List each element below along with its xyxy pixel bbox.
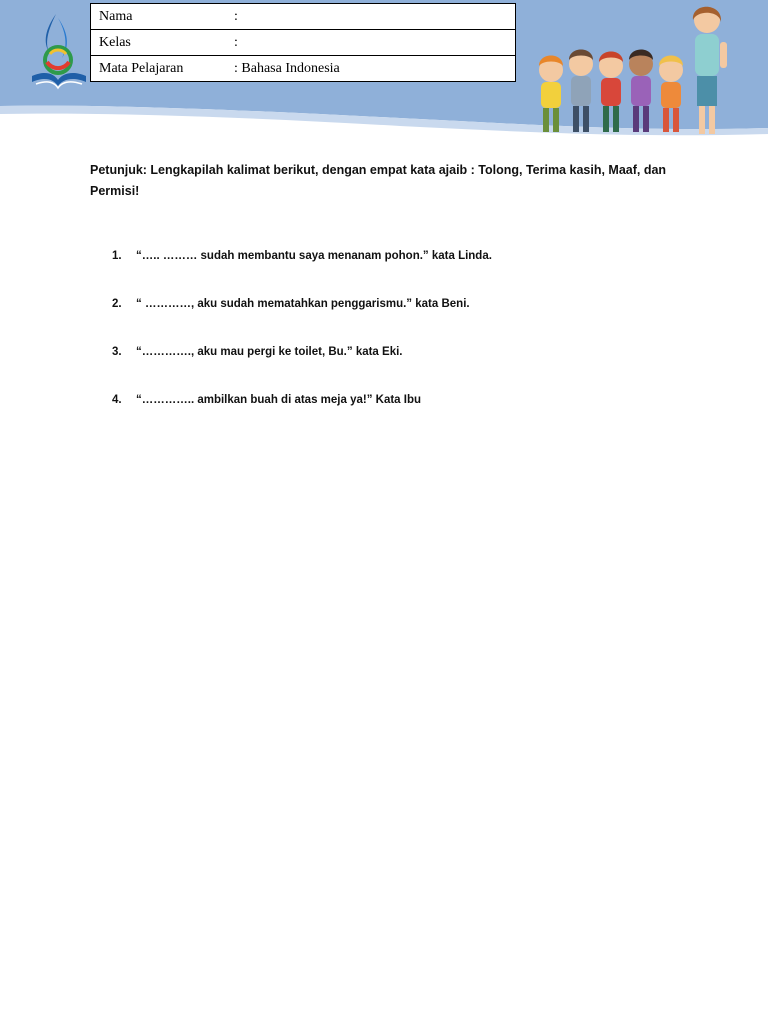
question-number: 3. — [112, 346, 122, 358]
school-logo-icon — [28, 10, 90, 90]
class-label: Kelas — [91, 30, 228, 56]
class-row — [91, 30, 516, 56]
student-info-table — [90, 3, 516, 82]
question-number: 2. — [112, 298, 122, 310]
list-item — [112, 390, 672, 438]
children-and-teacher-illustration — [525, 0, 765, 140]
question-list — [112, 246, 672, 438]
question-number: 1. — [112, 250, 122, 262]
name-row — [91, 4, 516, 30]
subject-label: Mata Pelajaran — [91, 56, 228, 82]
list-item — [112, 342, 672, 390]
subject-row — [91, 56, 516, 82]
list-item — [112, 294, 672, 342]
list-item — [112, 246, 672, 294]
name-field[interactable]: : — [227, 4, 516, 30]
name-label: Nama — [91, 4, 228, 30]
question-text: “………….. ambilkan buah di atas meja ya!” Kata Ibu — [136, 394, 422, 406]
subject-field: : Bahasa Indonesia — [227, 56, 516, 82]
instruction-text: Petunjuk: Lengkapilah kalimat berikut, dengan empat kata ajaib : Tolong, Terima kasih, Maaf, dan Permisi! — [90, 163, 667, 198]
question-number: 4. — [112, 394, 122, 406]
question-text: “ …………, aku sudah mematahkan penggarismu.” kata Beni. — [136, 298, 470, 310]
question-text: “…………., aku mau pergi ke toilet, Bu.” kata Eki. — [136, 346, 403, 358]
question-text: “….. ……… sudah membantu saya menanam pohon.” kata Linda. — [136, 250, 492, 262]
class-field[interactable]: : — [227, 30, 516, 56]
